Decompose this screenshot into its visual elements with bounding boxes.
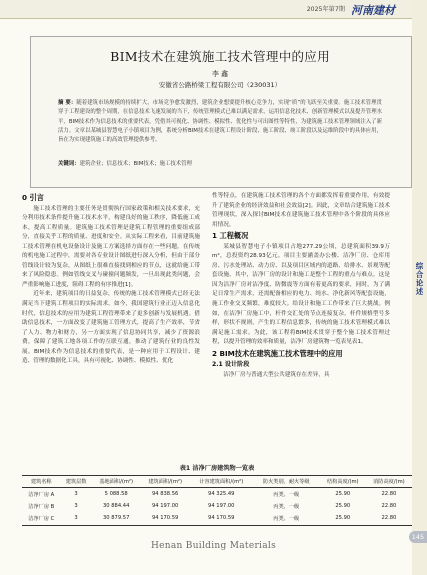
table-cell: 25.90	[320, 512, 366, 525]
table-cell: 94 170.59	[190, 512, 253, 525]
table-row	[22, 500, 412, 512]
table-cell: 5 088.58	[104, 491, 128, 498]
paragraph: 性等特点，在建筑施工技术管理的各个方面都发挥着重要作用，有效提升了建筑企业的经济效益和社会效益[2]。因此，文章结合建筑施工技术管理现状，深入探讨BIM技术在建筑施工技术管理中各个阶段的具体应用情况。	[212, 193, 390, 228]
article-affiliation: 安徽省公路桥梁工程有限公司（230031）	[158, 81, 282, 89]
heading-introduction: 0 引言	[22, 193, 44, 202]
paragraph: 洁净厂房与普通大型公共建筑存在差异，具	[223, 371, 330, 378]
table-cell: 3	[74, 503, 78, 510]
abstract-label: 摘 要：	[58, 100, 77, 106]
heading-project-overview: 1 工程概况	[212, 231, 249, 241]
table-cell: 22.80	[381, 503, 397, 510]
column-header: 消防高度/(m)	[366, 476, 412, 488]
table-cell: 30 879.57	[92, 512, 141, 525]
journal-brand-logo: 河南建材	[351, 4, 395, 17]
table-cell: 25.90	[335, 503, 351, 510]
column-header: 建筑层数	[60, 476, 91, 488]
table-cell: 丙类、一级	[253, 512, 320, 525]
column-header: 结构高度/(m)	[320, 476, 366, 488]
table-row	[22, 512, 412, 525]
table-cell: 洁净厂房 A	[28, 491, 55, 498]
table-cell: 94 170.59	[141, 512, 190, 525]
table-cell: 94 325.49	[208, 491, 235, 498]
column-header: 建筑面积/(m²)	[141, 476, 190, 488]
column-header: 计容建筑面积/(m²)	[190, 476, 253, 488]
table-cell: 丙类、一级	[273, 503, 300, 510]
table-cell: 丙类、一级	[273, 491, 300, 498]
table-cell: 3	[74, 491, 78, 498]
keywords	[58, 159, 382, 167]
page-header	[0, 0, 427, 19]
article-author: 李 鑫	[211, 70, 229, 78]
paragraph: 近年来，建筑项目的日益复杂，传统的施工技术管理模式已经无法满足当下建筑工程项目的实际需求。如今，我国建筑行业正迈入信息化时代，信息技术的应用为建筑工程管理带来了更多创新与发展机遇。借助信息技术，一方面改变了建筑施工管理方式，提高了生产效率，节省了人力、物力和财力，另一方面实现了信息协同共享，减少了资源浪费，保障了建筑工地各项工作的互联互通，推动了建筑行业的良性发展。BIM技术作为信息技术的重要代表，是一种应用于工程设计、建造、管理的数据化工具，具有可视化、协调性、模拟性、优化	[22, 291, 200, 365]
paragraph: 某城县智慧电子小镇项目占地277.29公顷，总建筑面积39.9万m²，总投资约28.93亿元。项目主要涵盖办公楼、洁净厂房、仓库用房、污水处理站、动力房、以及项目区域内的道路、给排水、景观等配套设施。其中，洁净厂房的设计和施工是整个工程的重点与难点。这是因为洁净厂房对洁净度、防微震等方面有着更高的要求，同时，为了满足日常生产需求，还需配备相应的电力、纯水、净化新风等配套设施，施工作业交叉频繁，难度较大。给设计和施工工作带来了巨大挑战。例如，在洁净厂房施工中，杆件交汇处的节点连接复杂，杆件规格型号多样，形状不规则，产生的工程信息繁多，传统的施工技术管理模式难以满足施工需求。为此，该工程将BIM技术贯穿于整个施工技术管理过程，以提升管理的效率和质量，洁净厂房建筑物一览表见表1。	[212, 243, 390, 346]
column-header: 基地面积/(m²)	[92, 476, 141, 488]
keywords-label: 关键词：	[58, 161, 80, 167]
table-header-row	[22, 476, 412, 488]
table-cell: 94 197.00	[208, 503, 235, 510]
abstract-text: 随着建筑市场规模的持续扩大，市场竞争愈发激烈，建筑企业想要提升核心竞争力，实现“质”的飞跃至关重要。施工技术管理贯穿于工程建设的整个周期，在信息技术飞速发展的当下，传统管理模式已难以满足需求，运用信息化技术、创新管理模式以及提升管理水平，BIM技术作为信息技术的重要代表，凭借其可视化、协调性、模拟性、优化性与可出图性等特性，为建筑施工技术管理领域注入了新活力。文章以某城县智慧电子小镇项目为例，系统分析BIM技术在建筑工程设计阶段、施工阶段、竣工阶段以及运维阶段中的具体应用，旨在为实现建筑施工的高效管理提供参考。	[58, 100, 382, 144]
table-cell: 22.80	[381, 491, 397, 498]
heading-bim-application: 2 BIM技术在建筑施工技术管理中的应用	[212, 348, 343, 358]
building-table	[22, 475, 412, 526]
column-header: 防火类别、耐火等级	[253, 476, 320, 488]
table-caption: 表1 洁净厂房建筑物一览表	[179, 465, 255, 472]
article-title: BIM技术在建筑施工技术管理中的应用	[110, 49, 330, 64]
journal-footer: Henan Building Materials	[151, 541, 276, 551]
page-number: 145	[409, 531, 427, 543]
table-cell: 洁净厂房 C	[22, 512, 60, 525]
table-cell: 洁净厂房 B	[28, 503, 55, 510]
section-label: 综合论述	[415, 262, 424, 296]
side-tab	[412, 0, 427, 575]
table-cell: 3	[60, 512, 91, 525]
table-cell: 25.90	[335, 491, 351, 498]
issue-label: 2025年第7期	[306, 6, 345, 13]
body-column-right	[212, 192, 390, 380]
table-row	[22, 488, 412, 501]
paragraph: 施工技术管理的主要任务是贯彻执行国家政策和相关技术要求，充分利用技术条件提升施工技术水平，构建良好的施工秩序，降低施工成本，提高工程质量。建筑施工技术管理是建筑工程管理的重要组成部分，直接关乎工程的质量、进度和安全。从实际工程来看，目前建筑施工技术管理在机电设备设计及施工方案选择方面存在一些问题。在传统的机电施工过程中，需要对各专业设计图纸进行深入分析，但由于部分管线设计较为复杂，从图纸上很难直接找到相应的节点，这就给施工带来了风险隐患。例如管线交叉与碰撞问题频发，一旦出现此类问题，会严重影响施工进度，阻碍工程的有序推进[1]。	[22, 205, 200, 288]
table-cell: 22.80	[366, 512, 412, 525]
heading-design-stage: 2.1 设计阶段	[212, 361, 250, 369]
table-cell: 94 197.00	[151, 503, 179, 510]
column-header: 建筑名称	[22, 476, 60, 488]
table-cell: 94 838.56	[151, 491, 179, 498]
table-cell: 30 884.44	[102, 503, 130, 510]
abstract	[58, 99, 382, 145]
keywords-text: 建筑企业；信息技术；BIM技术；施工技术管理	[79, 161, 192, 167]
body-column-left	[22, 192, 200, 367]
